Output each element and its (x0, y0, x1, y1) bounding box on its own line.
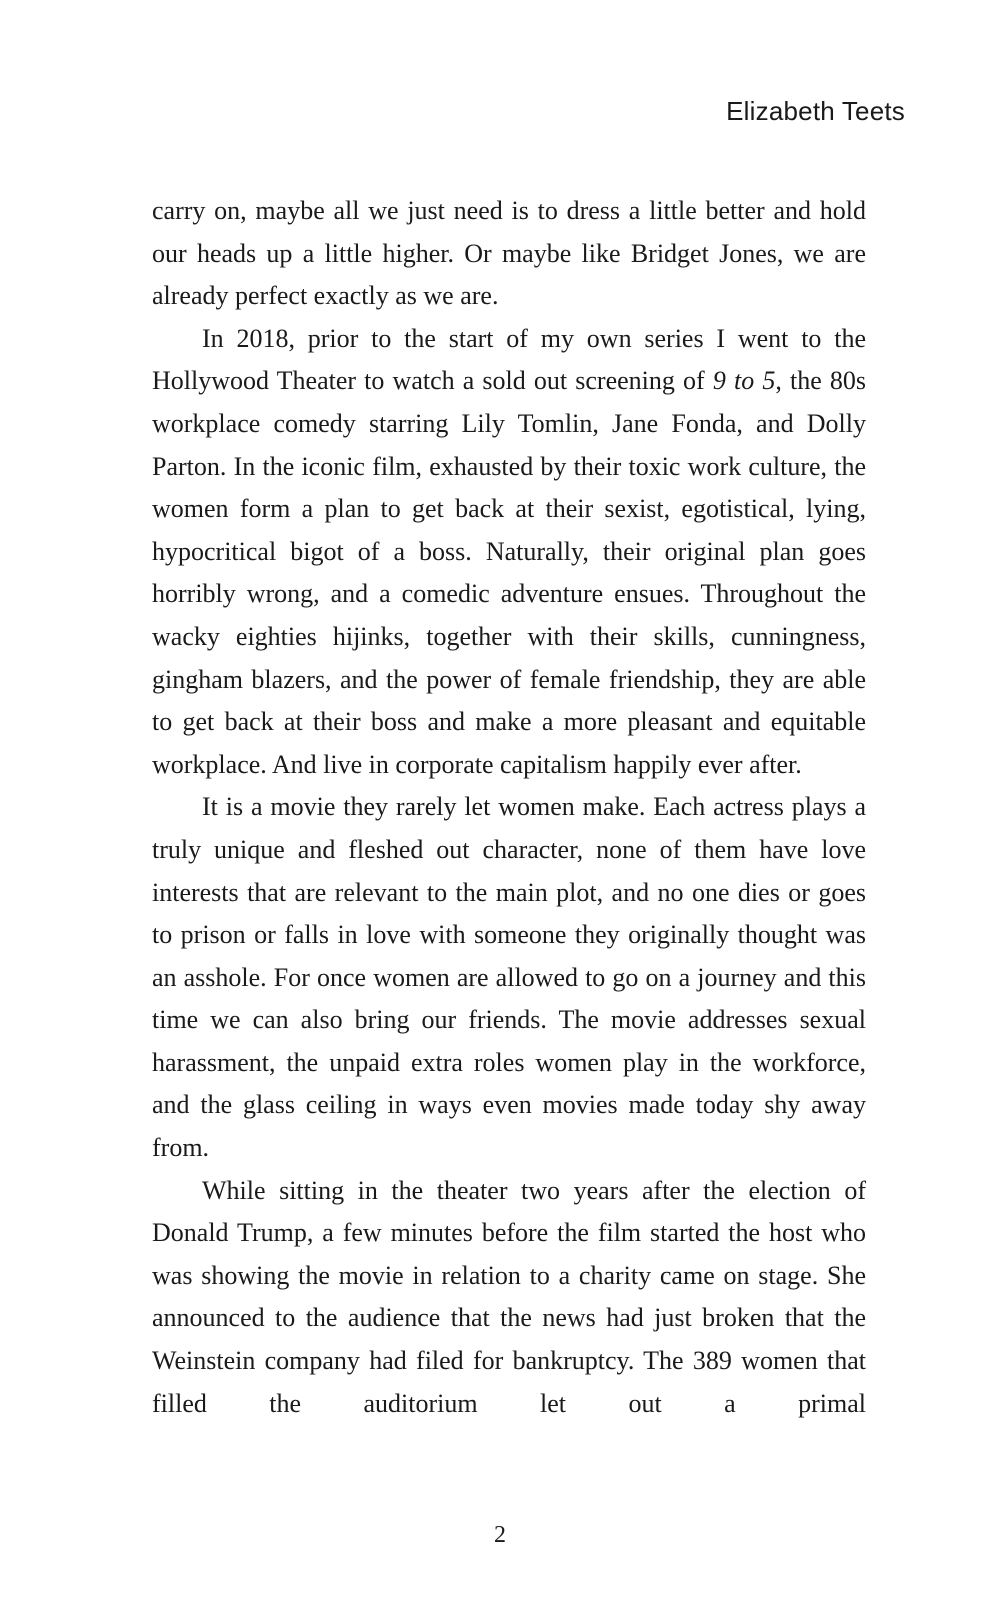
page-number: 2 (494, 1522, 506, 1548)
paragraph-4: While sitting in the theater two years after the election of Donald Trump, a few minutes before the film started the host who was showing the movie in relation to a charity came on stage. She announced to the audience that the news had just broken that the Weinstein company had filed for bankruptcy. The 389 women that filled the auditorium let out a primal (152, 1175, 866, 1418)
film-title-italic: 9 to 5 (712, 366, 776, 396)
paragraph-3: It is a movie they rarely let women make. Each actress plays a truly unique and fleshed out character, none of them have love interests that are relevant to the main plot, and no one dies or goes to prison or falls in love with someone they originally thought was an asshole. For once women are allowed to go on a journey and this time we can also bring our friends. The movie addresses sexual harassment, the unpaid extra roles women play in the workforce, and the glass ceiling in ways even movies made today shy away from. (152, 792, 866, 1163)
running-header-author: Elizabeth Teets (726, 96, 905, 126)
paragraph-1: carry on, maybe all we just need is to dress a little better and hold our heads up a little higher. Or maybe like Bridget Jones, we are already perfect exactly as we are. (152, 196, 866, 311)
paragraph-2-end: , the 80s workplace comedy starring Lily Tomlin, Jane Fonda, and Dolly Parton. In the iconic film, exhausted by their toxic work culture, the women form a plan to get back at their sexist, egotistical, lying, hypocritical bigot of a boss. Naturally, their original plan goes horribly wrong, and a comedic adventure ensues. Throughout the wacky eighties hijinks, together with their skills, cunningness, gingham blazers, and the power of female friendship, they are able to get back at their boss and make a more pleasant and equitable workplace. And live in corporate capitalism happily ever after. (152, 366, 866, 779)
paragraph-2 (152, 318, 866, 787)
body-text (152, 190, 866, 1425)
paragraph-2-start: In 2018, prior to the start of my own series I went to the Hollywood Theater to watch a sold out screening of (152, 323, 866, 396)
